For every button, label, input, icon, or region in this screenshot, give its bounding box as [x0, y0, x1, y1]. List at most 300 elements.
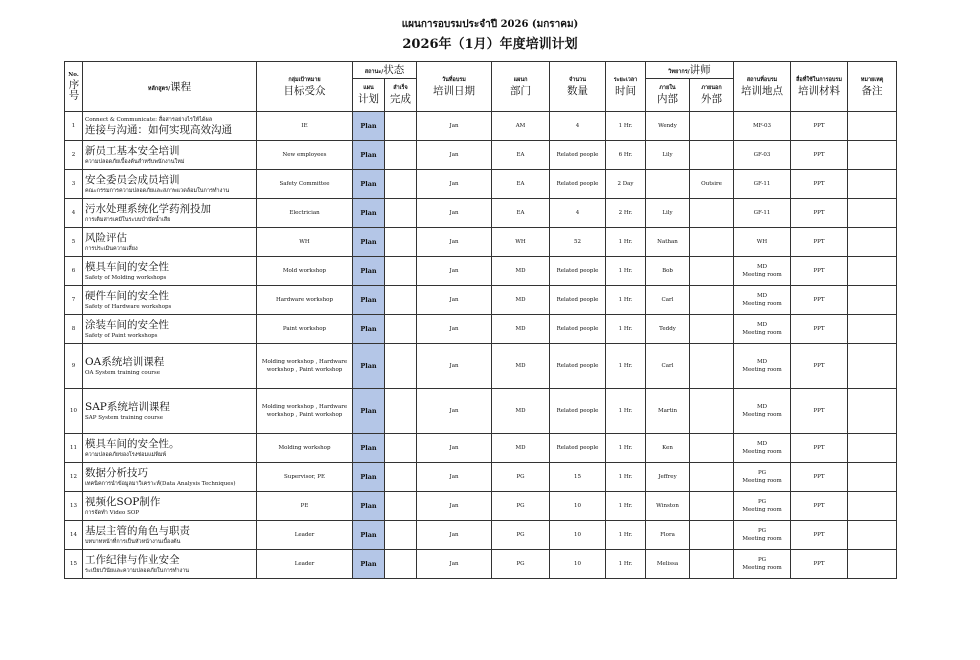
- title-thai: แผนการอบรมประจำปี 2026 (มกราคม): [401, 19, 579, 30]
- cell-qty: 52: [550, 228, 606, 257]
- header-course: หลักสูตร/课程: [83, 62, 257, 112]
- cell-qty: Related people: [550, 434, 606, 463]
- place-line-2: Meeting room: [742, 330, 782, 336]
- cell-status-done: [385, 141, 417, 170]
- cell-course: [83, 344, 257, 389]
- cell-status-done: [385, 315, 417, 344]
- table-row: [65, 389, 897, 434]
- cell-time: 1 Hr.: [606, 315, 646, 344]
- cell-trainer-internal: Melissa: [646, 550, 690, 579]
- cell-time: 1 Hr.: [606, 389, 646, 434]
- cell-trainer-internal: Ken: [646, 434, 690, 463]
- cell-course: [83, 521, 257, 550]
- place-line-2: Meeting room: [742, 412, 782, 418]
- cell-no: 4: [65, 199, 83, 228]
- cell-trainer-internal: Bob: [646, 257, 690, 286]
- cell-qty: Related people: [550, 170, 606, 199]
- cell-date: Jan: [417, 170, 492, 199]
- cell-status-plan: Plan: [353, 550, 385, 579]
- cell-no: 10: [65, 389, 83, 434]
- cell-qty: Related people: [550, 286, 606, 315]
- place-line-1: WH: [756, 239, 768, 245]
- cell-no: 13: [65, 492, 83, 521]
- cell-no: 15: [65, 550, 83, 579]
- cell-status-plan: Plan: [353, 389, 385, 434]
- table-row: [65, 315, 897, 344]
- cell-status-plan: Plan: [353, 463, 385, 492]
- cell-time: 1 Hr.: [606, 228, 646, 257]
- cell-no: 2: [65, 141, 83, 170]
- place-line-1: MD: [756, 441, 768, 447]
- cell-qty: 4: [550, 112, 606, 141]
- cell-remark: [848, 434, 897, 463]
- header-target: กลุ่มเป้าหมาย 目标受众: [257, 62, 353, 112]
- table-row: [65, 434, 897, 463]
- header-remark: หมายเหตุ 备注: [848, 62, 897, 112]
- cell-remark: [848, 521, 897, 550]
- course-subtitle: Safety of Paint workshops: [85, 332, 158, 339]
- cell-dept: MD: [492, 389, 550, 434]
- cell-target: Molding workshop: [257, 434, 353, 463]
- course-title: 涂装车间的安全性: [85, 318, 169, 331]
- course-title: 污水处理系统化学药剂投加: [85, 202, 211, 215]
- cell-course: [83, 315, 257, 344]
- cell-trainer-external: [690, 344, 734, 389]
- cell-trainer-internal: Carl: [646, 286, 690, 315]
- cell-qty: 10: [550, 492, 606, 521]
- cell-course: [83, 550, 257, 579]
- cell-remark: [848, 344, 897, 389]
- cell-trainer-internal: Lily: [646, 141, 690, 170]
- cell-target: Mold workshop: [257, 257, 353, 286]
- course-title: 连接与沟通：如何实现高效沟通: [85, 123, 232, 136]
- course-subtitle: การเติมสารเคมีในระบบบำบัดน้ำเสีย: [85, 216, 171, 223]
- place-line-2: Meeting room: [742, 536, 782, 542]
- cell-course: [83, 257, 257, 286]
- document-titles: [0, 18, 980, 55]
- course-title: SAP系统培训课程: [85, 400, 170, 413]
- table-row: [65, 550, 897, 579]
- cell-date: Jan: [417, 463, 492, 492]
- place-line-2: Meeting room: [742, 449, 782, 455]
- cell-target: Molding workshop , Hardware workshop , Paint workshop: [257, 389, 353, 434]
- cell-time: 2 Hr.: [606, 199, 646, 228]
- cell-course: [83, 492, 257, 521]
- cell-remark: [848, 170, 897, 199]
- cell-qty: Related people: [550, 257, 606, 286]
- cell-status-done: [385, 112, 417, 141]
- cell-trainer-internal: Flora: [646, 521, 690, 550]
- place-line-2: Meeting room: [742, 301, 782, 307]
- cell-trainer-external: [690, 286, 734, 315]
- cell-no: 7: [65, 286, 83, 315]
- header-no: No. 序号: [65, 62, 83, 112]
- cell-status-done: [385, 521, 417, 550]
- cell-material: PPT: [791, 492, 848, 521]
- cell-place: [734, 228, 791, 257]
- place-line-2: Meeting room: [742, 565, 782, 571]
- place-line-2: Meeting room: [742, 478, 782, 484]
- course-subtitle: การประเมินความเสี่ยง: [85, 245, 138, 252]
- cell-date: Jan: [417, 199, 492, 228]
- cell-place: [734, 492, 791, 521]
- cell-qty: Related people: [550, 389, 606, 434]
- header-done: สำเร็จ 完成: [385, 79, 417, 112]
- cell-date: Jan: [417, 228, 492, 257]
- cell-target: Electrician: [257, 199, 353, 228]
- cell-dept: EA: [492, 199, 550, 228]
- course-title: 风险评估: [85, 231, 127, 244]
- cell-date: Jan: [417, 315, 492, 344]
- cell-no: 11: [65, 434, 83, 463]
- cell-material: PPT: [791, 521, 848, 550]
- cell-place: [734, 550, 791, 579]
- cell-date: Jan: [417, 550, 492, 579]
- cell-remark: [848, 389, 897, 434]
- cell-trainer-external: Outsire: [690, 170, 734, 199]
- cell-trainer-external: [690, 389, 734, 434]
- cell-trainer-external: [690, 257, 734, 286]
- cell-material: PPT: [791, 199, 848, 228]
- cell-date: Jan: [417, 141, 492, 170]
- cell-remark: [848, 199, 897, 228]
- place-line-1: PG: [757, 499, 767, 505]
- place-line-1: PG: [757, 557, 767, 563]
- cell-place: [734, 257, 791, 286]
- cell-status-done: [385, 228, 417, 257]
- cell-trainer-external: [690, 199, 734, 228]
- cell-trainer-external: [690, 112, 734, 141]
- course-subtitle: การจัดทำ Video SOP: [85, 509, 140, 516]
- cell-time: 2 Day: [606, 170, 646, 199]
- course-title: 模具车间的安全性。: [85, 437, 180, 450]
- cell-target: Safety Committee: [257, 170, 353, 199]
- course-subtitle: Safety of Molding workshops: [85, 274, 167, 281]
- cell-course: [83, 199, 257, 228]
- course-subtitle: OA System training course: [85, 369, 160, 376]
- cell-status-done: [385, 463, 417, 492]
- cell-remark: [848, 492, 897, 521]
- header-trainer: วิทยากร/讲师: [646, 62, 734, 79]
- place-line-1: MF-03: [752, 123, 772, 129]
- cell-no: 5: [65, 228, 83, 257]
- cell-place: [734, 463, 791, 492]
- cell-place: [734, 112, 791, 141]
- cell-time: 1 Hr.: [606, 344, 646, 389]
- cell-time: 1 Hr.: [606, 550, 646, 579]
- header-qty: จำนวน 数量: [550, 62, 606, 112]
- place-line-1: MD: [756, 293, 768, 299]
- cell-target: Supervisor, PE: [257, 463, 353, 492]
- cell-target: Leader: [257, 550, 353, 579]
- table-row: [65, 463, 897, 492]
- cell-target: Leader: [257, 521, 353, 550]
- cell-dept: MD: [492, 434, 550, 463]
- cell-remark: [848, 315, 897, 344]
- cell-date: Jan: [417, 434, 492, 463]
- cell-trainer-internal: [646, 170, 690, 199]
- cell-target: IE: [257, 112, 353, 141]
- cell-status-plan: Plan: [353, 315, 385, 344]
- cell-status-done: [385, 550, 417, 579]
- cell-qty: Related people: [550, 344, 606, 389]
- place-line-2: Meeting room: [742, 367, 782, 373]
- cell-material: PPT: [791, 550, 848, 579]
- place-line-2: Meeting room: [742, 272, 782, 278]
- cell-trainer-internal: Teddy: [646, 315, 690, 344]
- cell-status-plan: Plan: [353, 199, 385, 228]
- header-place: สถานที่อบรม 培训地点: [734, 62, 791, 112]
- cell-no: 3: [65, 170, 83, 199]
- cell-dept: MD: [492, 344, 550, 389]
- cell-trainer-internal: Lily: [646, 199, 690, 228]
- header-material: สื่อที่ใช้ในการอบรม 培训材料: [791, 62, 848, 112]
- table-row: [65, 257, 897, 286]
- place-line-1: GF-11: [753, 181, 771, 187]
- header-external: ภายนอก 外部: [690, 79, 734, 112]
- course-subtitle: SAP System training course: [85, 414, 163, 421]
- cell-time: 1 Hr.: [606, 257, 646, 286]
- cell-material: PPT: [791, 228, 848, 257]
- cell-trainer-internal: Winston: [646, 492, 690, 521]
- cell-trainer-external: [690, 141, 734, 170]
- table-row: [65, 286, 897, 315]
- header-status: สถานะ/状态: [353, 62, 417, 79]
- cell-trainer-external: [690, 228, 734, 257]
- cell-material: PPT: [791, 463, 848, 492]
- cell-target: Hardware workshop: [257, 286, 353, 315]
- cell-material: PPT: [791, 141, 848, 170]
- cell-status-plan: Plan: [353, 521, 385, 550]
- table-header: [65, 62, 897, 112]
- cell-status-done: [385, 434, 417, 463]
- cell-place: [734, 141, 791, 170]
- cell-time: 1 Hr.: [606, 492, 646, 521]
- header-time: ระยะเวลา 时间: [606, 62, 646, 112]
- cell-trainer-external: [690, 434, 734, 463]
- title-chinese: 2026年（1月）年度培训计划: [402, 37, 578, 52]
- course-subtitle: ระเบียบวินัยและความปลอดภัยในการทำงาน: [85, 567, 190, 574]
- cell-place: [734, 389, 791, 434]
- cell-date: Jan: [417, 112, 492, 141]
- course-title: 视频化SOP制作: [85, 495, 161, 508]
- table-row: [65, 492, 897, 521]
- cell-course: [83, 112, 257, 141]
- cell-trainer-internal: Carl: [646, 344, 690, 389]
- cell-date: Jan: [417, 344, 492, 389]
- course-subtitle: เทคนิคการนำข้อมูลมาวิเคราะห์(Data Analysis Techniques): [85, 480, 236, 487]
- cell-status-plan: Plan: [353, 492, 385, 521]
- cell-material: PPT: [791, 257, 848, 286]
- cell-no: 12: [65, 463, 83, 492]
- table-row: [65, 112, 897, 141]
- cell-trainer-internal: Wendy: [646, 112, 690, 141]
- cell-course: [83, 434, 257, 463]
- cell-course: [83, 141, 257, 170]
- cell-dept: PG: [492, 492, 550, 521]
- cell-no: 9: [65, 344, 83, 389]
- training-plan-table: [64, 61, 897, 579]
- course-title: 工作纪律与作业安全: [85, 553, 180, 566]
- course-title: OA系统培训课程: [85, 355, 165, 368]
- cell-status-plan: Plan: [353, 112, 385, 141]
- cell-place: [734, 521, 791, 550]
- course-subtitle: บทบาทหน้าที่การเป็นหัวหน้างานเบื้องต้น: [85, 538, 181, 545]
- cell-time: 1 Hr.: [606, 286, 646, 315]
- place-line-1: MD: [756, 359, 768, 365]
- cell-course: [83, 463, 257, 492]
- cell-time: 1 Hr.: [606, 434, 646, 463]
- cell-dept: AM: [492, 112, 550, 141]
- cell-status-done: [385, 389, 417, 434]
- course-title: 模具车间的安全性: [85, 260, 169, 273]
- cell-dept: MD: [492, 286, 550, 315]
- cell-time: 1 Hr.: [606, 521, 646, 550]
- place-line-1: GF-03: [753, 152, 771, 158]
- cell-trainer-external: [690, 492, 734, 521]
- cell-status-plan: Plan: [353, 434, 385, 463]
- course-subtitle: Connect & Communicate: สื่อสารอย่างไรให้ได้ผล: [85, 116, 213, 123]
- cell-qty: Related people: [550, 141, 606, 170]
- cell-place: [734, 286, 791, 315]
- cell-trainer-internal: Jeffrey: [646, 463, 690, 492]
- table-row: [65, 170, 897, 199]
- place-line-1: MD: [756, 322, 768, 328]
- table-row: [65, 521, 897, 550]
- table-body: [65, 112, 897, 579]
- cell-material: PPT: [791, 389, 848, 434]
- header-internal: ภายใน 内部: [646, 79, 690, 112]
- cell-status-plan: Plan: [353, 228, 385, 257]
- header-dept: แผนก 部门: [492, 62, 550, 112]
- cell-qty: 4: [550, 199, 606, 228]
- cell-qty: Related people: [550, 315, 606, 344]
- cell-place: [734, 170, 791, 199]
- cell-target: PE: [257, 492, 353, 521]
- cell-material: PPT: [791, 434, 848, 463]
- cell-date: Jan: [417, 286, 492, 315]
- cell-material: PPT: [791, 344, 848, 389]
- cell-time: 1 Hr.: [606, 112, 646, 141]
- header-plan: แผน 计划: [353, 79, 385, 112]
- cell-target: Molding workshop , Hardware workshop , Paint workshop: [257, 344, 353, 389]
- cell-remark: [848, 257, 897, 286]
- place-line-1: MD: [756, 264, 768, 270]
- cell-remark: [848, 463, 897, 492]
- cell-course: [83, 170, 257, 199]
- cell-trainer-internal: Nathan: [646, 228, 690, 257]
- cell-course: [83, 228, 257, 257]
- cell-place: [734, 315, 791, 344]
- place-line-1: GF-11: [753, 210, 771, 216]
- cell-course: [83, 389, 257, 434]
- cell-status-done: [385, 492, 417, 521]
- cell-material: PPT: [791, 315, 848, 344]
- cell-dept: WH: [492, 228, 550, 257]
- table-row: [65, 141, 897, 170]
- table-row: [65, 344, 897, 389]
- cell-target: New employees: [257, 141, 353, 170]
- cell-dept: MD: [492, 315, 550, 344]
- cell-status-done: [385, 286, 417, 315]
- place-line-2: Meeting room: [742, 507, 782, 513]
- cell-remark: [848, 141, 897, 170]
- cell-trainer-external: [690, 463, 734, 492]
- cell-trainer-external: [690, 315, 734, 344]
- course-subtitle: ความปลอดภัยของโรงซ่อมแม่พิมพ์: [85, 451, 167, 458]
- course-title: 新员工基本安全培训: [85, 144, 180, 157]
- cell-status-done: [385, 257, 417, 286]
- cell-trainer-external: [690, 521, 734, 550]
- cell-qty: 10: [550, 550, 606, 579]
- cell-date: Jan: [417, 389, 492, 434]
- cell-qty: 15: [550, 463, 606, 492]
- cell-time: 6 Hr.: [606, 141, 646, 170]
- cell-no: 14: [65, 521, 83, 550]
- cell-place: [734, 199, 791, 228]
- course-subtitle: ความปลอดภัยเบื้องต้นสำหรับพนักงานใหม่: [85, 158, 185, 165]
- cell-dept: MD: [492, 257, 550, 286]
- cell-remark: [848, 228, 897, 257]
- course-title: 基层主管的角色与职责: [85, 524, 190, 537]
- cell-status-plan: Plan: [353, 170, 385, 199]
- place-line-1: MD: [756, 404, 768, 410]
- cell-material: PPT: [791, 112, 848, 141]
- table-row: [65, 228, 897, 257]
- cell-status-plan: Plan: [353, 257, 385, 286]
- place-line-1: PG: [757, 470, 767, 476]
- course-title: 安全委员会成员培训: [85, 173, 180, 186]
- course-title: 硬件车间的安全性: [85, 289, 169, 302]
- cell-remark: [848, 286, 897, 315]
- cell-date: Jan: [417, 521, 492, 550]
- cell-status-plan: Plan: [353, 344, 385, 389]
- cell-remark: [848, 550, 897, 579]
- cell-qty: 10: [550, 521, 606, 550]
- cell-target: WH: [257, 228, 353, 257]
- cell-dept: EA: [492, 141, 550, 170]
- cell-status-plan: Plan: [353, 286, 385, 315]
- cell-status-done: [385, 199, 417, 228]
- place-line-1: PG: [757, 528, 767, 534]
- cell-date: Jan: [417, 492, 492, 521]
- course-subtitle: คณะกรรมการความปลอดภัยและสภาพแวดล้อมในการทำงาน: [85, 187, 230, 194]
- cell-date: Jan: [417, 257, 492, 286]
- cell-status-done: [385, 170, 417, 199]
- cell-status-done: [385, 344, 417, 389]
- table-row: [65, 199, 897, 228]
- cell-place: [734, 344, 791, 389]
- course-title: 数据分析技巧: [85, 466, 148, 479]
- cell-course: [83, 286, 257, 315]
- cell-no: 6: [65, 257, 83, 286]
- cell-dept: EA: [492, 170, 550, 199]
- cell-material: PPT: [791, 286, 848, 315]
- cell-remark: [848, 112, 897, 141]
- cell-dept: PG: [492, 463, 550, 492]
- cell-trainer-external: [690, 550, 734, 579]
- cell-no: 1: [65, 112, 83, 141]
- cell-time: 1 Hr.: [606, 463, 646, 492]
- course-subtitle: Safety of Hardware workshops: [85, 303, 172, 310]
- cell-no: 8: [65, 315, 83, 344]
- header-date: วันที่อบรม 培训日期: [417, 62, 492, 112]
- cell-dept: PG: [492, 521, 550, 550]
- cell-place: [734, 434, 791, 463]
- cell-dept: PG: [492, 550, 550, 579]
- cell-target: Paint workshop: [257, 315, 353, 344]
- cell-material: PPT: [791, 170, 848, 199]
